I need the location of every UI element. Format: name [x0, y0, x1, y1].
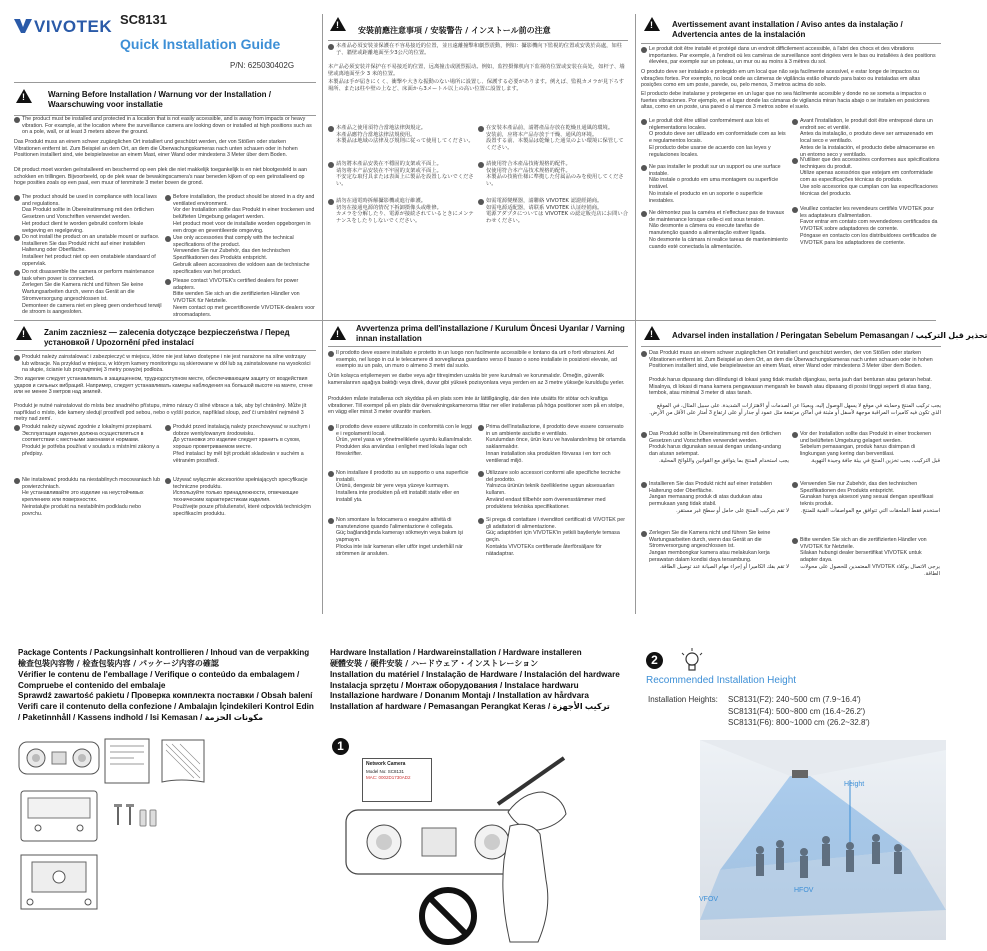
c4-zh: 在安裝本產品前，請將產品存放在乾燥且通風的環境。 — [486, 125, 614, 131]
i5-tr: Yalnızca ürünün teknik özelliklerine uygun aksesuarları kullanın. — [486, 483, 615, 497]
installation-heights-block — [648, 694, 870, 729]
r3-ru: До установки это изделие следует хранить в сухом, хорошо проветриваемом месте. — [173, 437, 301, 451]
d6-ar: يرجى الاتصال بوكلاء VIVOTEK المعتمدين للحصول على محولات الطاقة. — [800, 563, 940, 577]
camera-image — [18, 738, 100, 781]
b3-nl: Demonteer de camera niet en pleeg geen onderhoud terwijl de stroom is aangesloten. — [22, 302, 162, 316]
vfov-label: VFOV — [699, 896, 719, 903]
warning-icon — [16, 326, 32, 340]
b4-de: Vor der Installation sollte das Produkt in einer trockenen und belüfteten Umgebung gelagert werden. — [173, 207, 315, 221]
r2-ru: Не устанавливайте это изделие на неустойчивых креплениях или поверхностях. — [22, 490, 144, 504]
para-sv-1: Produkten måste installeras och skyddas på en plats som inte är lättillgänglig, där den inte utsätts för stötar och kraftiga vibrationer. Till exempel på en plats där övervakningskamerorna tittar ner eller installeras på höga positioner som på en stolpe, en vägg eller minst 3 meter ovanför marken. — [328, 396, 624, 416]
hardware-line-4: Instalacja sprzętu / Монтаж оборудования / Instalace hardwaru — [330, 680, 579, 690]
i3-it: Non smontare la fotocamera o eseguire attività di manutenzione quando l'alimentazione è collegata. — [336, 517, 454, 530]
model-number: SC8131 — [120, 12, 167, 27]
bullet-icon — [641, 119, 647, 125]
bullet-icon — [792, 432, 798, 438]
i2-it: Non installare il prodotto su un supporto o una superficie instabili. — [336, 470, 469, 483]
para-cjk-3: 本製品は手が届きにくく、衝撃や大きな振動のない場所に設置し、保護する必要があります。例えば、監視カメラが見下ろす場所、または柱や壁の上など、床面から3メートル以上の高い位置に設置します。 — [328, 79, 625, 92]
bullet-icon — [165, 279, 171, 285]
i4-it: Prima dell'installazione, il prodotto deve essere conservato in un ambiente asciutto e ventilato. — [486, 424, 624, 437]
b5-nl: Gebruik alleen accessoires die voldoen aan de technische specificaties van het product. — [173, 261, 310, 275]
b1-en: The product should be used in compliance with local laws and regulations. — [22, 194, 157, 207]
d1-id: Produk harus digunakan sesuai dengan undang-undang dan aturan setempat. — [649, 444, 781, 458]
r1-cz: Produkt je potřeba používat v souladu s místními zákony a předpisy. — [22, 444, 160, 457]
bullet-icon — [14, 195, 20, 201]
divider — [328, 346, 628, 347]
hardware-installation-header — [330, 648, 630, 713]
d4-id: Sebelum pemasangan, produk harus disimpan di lingkungan yang kering dan berventilasi. — [800, 444, 916, 458]
package-contents-header — [18, 648, 318, 724]
install-heights-label: Installation Heights: — [648, 695, 718, 704]
bullet-icon — [328, 518, 334, 524]
f2-pt: Não instale o produto em uma montagem ou superfície instável. — [649, 177, 779, 191]
para-en-1: The product must be installed and protected in a location that is not easily accessible, and is away from impacts or heavy vibration. For example, at the location where the surveillance camera are looking down or installed at high positions such as on a pole, wall, or at least 3 meters above the ground. — [22, 116, 312, 136]
height-f6: SC8131(F6): 800~1000 cm (26.2~32.8') — [728, 718, 870, 728]
bullet-icon — [792, 119, 798, 125]
bullet-icon — [14, 235, 20, 241]
b3-en: Do not disassemble the camera or perform maintenance task when power is connected. — [22, 269, 155, 282]
column-divider — [635, 14, 636, 614]
b2-de: Installieren Sie das Produkt nicht auf einer instabilen Halterung oder Oberfläche. — [22, 240, 146, 254]
divider — [14, 82, 316, 83]
section-title-en: Warning Before Installation / Warnung vor der Installation / Waarschuwing voor installatie — [48, 90, 271, 109]
d3-da: Zerlegen Sie die Kamera nicht und führen Sie keine Wartungsarbeiten durch, wenn das Gerät an die Stromversorgung angeschlossen ist. — [649, 530, 771, 550]
hfov-label: HFOV — [794, 887, 814, 894]
r4-ru: Используйте только принадлежности, отвечающие техническим характеристикам изделия. — [173, 490, 299, 504]
brand-name: VIVOTEK — [34, 17, 113, 36]
bullet-icon — [165, 478, 171, 484]
i1-sv: Produkten ska användas i enlighet med lokala lagar och föreskrifter. — [336, 444, 468, 457]
step-2-badge: 2 — [646, 652, 663, 669]
c2-cn: 请勿将本产品安装在不牢固的支架或平面上。 — [336, 167, 442, 174]
c1-jp: 本製品は地域の法律及び規則に従って使用してください。 — [336, 138, 474, 145]
c2-jp: 不安定な取付具または表面上に製品を設置しないでください。 — [336, 174, 474, 188]
section-title-it: Avvertenza prima dell'installazione / Kurulum Öncesi Uyarılar / Varning innan installation — [356, 324, 625, 343]
para-cz-1: Produkt je nutné nainstalovat do místa bez snadného přístupu, mimo nárazy či silné vibrace a tak, aby byl chráněný. Může jít například o místo, kde kamery sledují prostředí pod sebou, nebo o vyšší pozice, například sloup, zeď či umístění nejméně 3 metry nad zemí. — [14, 403, 307, 423]
d2-da: Installieren Sie das Produkt nicht auf einer instabilen Halterung oder Oberfläche. — [649, 481, 773, 494]
f5-pt: Utilize apenas acessórios que estejam em conformidade com as especificações técnicas do produto. — [800, 170, 933, 184]
r3-cz: Před instalací by měl být produkt skladován v suchém a větraném prostředí. — [173, 450, 304, 464]
f5-es: Use solo accesorios que cumplan con las especificaciones técnicas del producto. — [800, 183, 938, 197]
d5-da: Verwenden Sie nur Zubehör, das den technischen Spezifikationen des Produkts entspricht. — [800, 481, 918, 494]
divider — [641, 346, 941, 347]
bullet-icon — [165, 236, 171, 242]
warning-icon — [330, 326, 346, 340]
c2-zh: 請勿將本產品安裝在不穩固的支架或平面上。 — [336, 161, 442, 167]
r2-pl: Nie instalować produktu na niestabilnych mocowaniach lub powierzchniach. — [22, 477, 161, 490]
hardware-line-2: 硬體安裝 / 硬件安装 / ハードウェア・インストレーション — [330, 658, 539, 668]
hardware-line-5: Installazione hardware / Donanım Montajı / Installation av hårdvara — [330, 691, 589, 701]
i2-sv: Installera inte produkten på ett instabilt stativ eller en instabil yta. — [336, 490, 460, 503]
section-title-id: Advarsel inden installation / Peringatan Sebelum Pemasangan / تحذير قبل التركيب — [672, 331, 987, 340]
quick-guide-image — [104, 738, 150, 787]
para-tr-1: Ürün kolayca erişilemeyen ve darbe veya ağır titreşimden uzakta bir yere kurulmalı ve korunmalıdır. Örneğin, güvenlik kameralarının aşağıya baktığı veya direk, duvar gibi yüksek pozisyonlara veya yerden en az 3 metre yükseğe kurulduğu yerler. — [328, 373, 625, 386]
b6-de: Bitte wenden Sie sich an die zertifizierten Händler von VIVOTEK für Netzteile. — [173, 291, 300, 305]
height-f4: SC8131(F4): 500~800 cm (16.4~26.2') — [728, 706, 866, 716]
f6-fr: Veuillez contacter les revendeurs certifiés VIVOTEK pour les adaptateurs d'alimentation. — [800, 206, 934, 219]
c3-jp: カメラを分解したり、電源が接続されているときにメンテナンスをしたりしないでください。 — [336, 211, 474, 225]
f2-es: No instale el producto en un soporte o superficie inestables. — [649, 190, 763, 204]
c5-jp: 本製品の技術仕様に準拠した付属品のみを使用してください。 — [486, 174, 624, 188]
package-line-5: Verifi care il contenuto della confezione / Ambalajın İçindekileri Kontrol Edin / Paketinnhåll / Kassens indhold / Isi Kemasan / مكونات الحزمة — [18, 702, 314, 723]
r3-pl: Produkt przed instalacją należy przechowywać w suchym i dobrze wentylowanym środowisku. — [173, 424, 311, 437]
b2-en: Do not install the product on an unstable mount or surface. — [22, 234, 160, 240]
height-label: Height — [844, 781, 865, 788]
bullet-icon — [641, 432, 647, 438]
i2-tr: Ürünü, dengesiz bir yere veya yüzeye kurmayın. — [336, 483, 450, 490]
d1-ar: يجب استخدام المنتج بما يتوافق مع القوانين واللوائح المحلية. — [659, 457, 789, 464]
f4-fr: Avant l'installation, le produit doit être entreposé dans un endroit sec et ventilé. — [800, 118, 933, 131]
para-pl-1: Produkt należy zainstalować i zabezpieczyć w miejscu, które nie jest łatwo dostępne i nie jest narażone na silne wstrząsy lub wibracje. Na przykład w miejscu, w którym kamery monitoringu są skierowane w dół lub są zainstalowane na wysokości na słupie, ścianie lub przynajmniej 3 metry powyżej podłoża. — [22, 354, 311, 374]
lightbulb-icon — [680, 648, 704, 677]
bullet-icon — [14, 425, 20, 431]
c4-cn: 安装前，应将本产品存放于干燥、通风的环境。 — [486, 131, 598, 138]
bullet-icon — [792, 482, 798, 488]
para-da-1: Das Produkt muss an einem schwer zugänglichen Ort installiert und geschützt werden, der von Stößen oder starken Vibrationen entfernt ist. Zum Beispiel an dem Ort, an dem die Überwachungskameras nach unten schauen oder in hohen Positionen installiert sind, wie beispielsweise an einem Mast, einer Wand oder mindestens 3 Meter über dem Boden. — [649, 350, 933, 370]
i5-sv: Använd endast tillbehör som överensstämmer med produktens tekniska specifikationer. — [486, 496, 606, 510]
d6-id: Silakan hubungi dealer bersertifikat VIVOTEK untuk adapter daya. — [800, 550, 922, 564]
d2-ar: لا تقم بتركيب المنتج على حامل أو سطح غير مستقر. — [676, 507, 789, 514]
para-es-1: El producto debe instalarse y protegerse en un lugar que no sea fácilmente accesible y donde no se someta a impactos o fuertes vibraciones. Por ejemplo, en el lugar donde las cámaras de vigilancia miran hacia abajo o se instalen en posiciones altas, como en un poste, una pared o al menos 3 metros sobre el suelo. — [641, 91, 930, 111]
i4-tr: Kurulumdan önce, ürün kuru ve havalandırılmış bir ortamda saklanmalıdır. — [486, 437, 626, 451]
row-divider — [14, 320, 936, 321]
para-ru-1: Это изделие следует устанавливать в защищенном, труднодоступном месте, обеспечивающем защиту от воздействия ударов и сильных вибраций. Например, следует устанавливать камеры наблюдения на большой высоте на мачте, стене или не менее 3 метров над землей. — [14, 376, 313, 396]
recommended-height-title: Recommended Installation Height — [646, 675, 797, 686]
bullet-icon — [641, 531, 647, 537]
bullet-icon — [165, 425, 171, 431]
bullet-icon — [478, 126, 484, 132]
label-title: Network Camera — [366, 761, 406, 767]
b3-de: Zerlegen Sie die Kamera nicht und führen Sie keine Wartungsarbeiten durch, wenn das Gerät an die Stromversorgung angeschlossen ist. — [22, 282, 144, 302]
height-f2: SC8131(F2): 240~500 cm (7.9~16.4') — [728, 695, 861, 704]
d5-id: Gunakan hanya aksesori yang sesuai dengan spesifikasi teknis produk. — [800, 494, 934, 508]
warning-icon — [16, 89, 32, 103]
r1-ru: Эксплуатация изделия должна осуществляться в соответствии с местными законами и нормами. — [22, 430, 144, 444]
bullet-icon — [14, 478, 20, 484]
bullet-icon — [14, 355, 20, 361]
f3-pt: Não desmonte a câmera ou execute tarefas de manutenção quando a alimentação estiver ligada. — [649, 223, 766, 237]
section-title-cjk: 安裝前應注意事項 / 安装警告 / インストール前の注意 — [358, 26, 551, 35]
bullet-icon — [792, 207, 798, 213]
bullet-icon — [792, 158, 798, 164]
bullet-icon — [641, 165, 647, 171]
c3-zh: 請勿在通電時拆解攝影機或進行維護。 — [336, 198, 427, 204]
column-divider — [322, 14, 323, 614]
bullet-icon — [478, 471, 484, 477]
c6-jp: 電源アダプタについては VIVOTEK の認定販売店にお問い合わせください。 — [486, 211, 628, 225]
i1-it: Il prodotto deve essere utilizzato in conformità con le leggi e i regolamenti locali. — [336, 424, 473, 437]
bracket-image — [18, 788, 100, 847]
hardware-line-6: Installation af hardware / Pemasangan Perangkat Keras / تركيب الأجهزة — [330, 702, 610, 712]
f5-fr: N'utiliser que des accessoires conformes aux spécifications techniques du produit. — [800, 157, 940, 170]
bullet-icon — [478, 518, 484, 524]
hardware-line-1: Hardware Installation / Hardwareinstallation / Hardware installeren — [330, 648, 582, 657]
i5-it: Utilizzare solo accessori conformi alle specifiche tecniche del prodotto. — [486, 470, 621, 483]
d4-ar: قبل التركيب، يجب تخزين المنتج في بيئة جافة وجيدة التهوية. — [810, 457, 940, 464]
warning-icon — [644, 326, 660, 340]
mount-plate-image — [18, 852, 100, 915]
c6-zh: 如需電源變壓器，請聯絡 VIVOTEK 認證經銷商。 — [486, 198, 603, 204]
package-line-4: Sprawdź zawartość pakietu / Проверка комплекта поставки / Obsah balení — [18, 691, 313, 701]
f4-es: Antes de la instalación, el producto debe almacenarse en un entorno seco y ventilado. — [800, 144, 935, 158]
package-line-3: Vérifier le contenu de l'emballage / Verifique o conteúdo da embalagem / Compruebe el contenido del embalaje — [18, 669, 300, 690]
i3-sv: Plocka inte isär kameran eller utför inget underhåll när strömmen är ansluten. — [336, 543, 463, 557]
b4-en: Before installation, the product should be stored in a dry and ventilated environment. — [173, 194, 315, 207]
c5-cn: 仅使用符合本产品技术规格的配件。 — [486, 167, 571, 174]
para-it-1: Il prodotto deve essere installato e protetto in un luogo non facilmente accessibile e lontano da urti o forti vibrazioni. Ad esempio, nel luogo in cui le telecamere di sorveglianza guardano verso il basso o sono installate in posizioni elevate, ad esempio su un palo, un muro o almeno 3 metri dal suolo. — [336, 350, 617, 370]
label-model: Model No: SC8131 — [366, 769, 405, 775]
para-pt-1: O produto deve ser instalado e protegido em um local que não seja facilmente acessível, e estar longe de impactos ou vibrações fortes. Por exemplo, no local onde as câmeras de vigilância estão olhando para baixo ou instaladas em altas posições como em um poste, parede, ou, pelo menos, 3 metros acima do solo. — [641, 69, 921, 89]
para-ar-1: يجب تركيب المنتج وحمايته في موقع لا يسهل الوصول إليه، وبعيدًا عن الصدمات أو الاهتزازات الشديدة. على سبيل المثال، في الموقع الذي تكون فيه كاميرات المراقبة موجهة لأسفل أو مثبتة في أماكن مرتفعة مثل عمود أو جدار أو على ارتفاع 3 أمتار على الأقل من الأرض. — [649, 403, 941, 416]
d4-da: Vor der Installation sollte das Produkt in einer trockenen und belüfteten Umgebung gelagert werden. — [800, 431, 932, 444]
c6-cn: 如需电源适配器，请联系 VIVOTEK 认证经销商。 — [486, 204, 603, 211]
divider — [14, 350, 316, 351]
bullet-icon — [165, 195, 171, 201]
d3-id: Jangan membongkar kamera atau melakukan kerja perawatan dalam kondisi daya tersambung. — [649, 550, 770, 563]
para-de-1: Das Produkt muss an einem schwer zugänglichen Ort installiert und geschützt werden, der von Stößen oder starken Vibrationen entfernt ist. Zum Beispiel an dem Ort, an dem die Überwachungskameras nach unten schauen oder in hohen Positionen installiert sind, wie beispielsweise an einem Mast, einer Wand oder mindestens 3 Meter über dem Boden. — [14, 139, 298, 159]
divider — [641, 43, 941, 44]
warning-icon — [644, 17, 660, 31]
f2-fr: Ne pas installer le produit sur un support ou une surface instable. — [649, 164, 781, 177]
bullet-icon — [328, 44, 334, 50]
i6-sv: Kontakta VIVOTEKs certifierade återförsäljare för nätadaptrar. — [486, 543, 602, 557]
c1-zh: 本產品之使用須符合當地法律與規定。 — [336, 125, 427, 131]
f4-pt: Antes da instalação, o produto deve ser armazenado em local seco e ventilado. — [800, 131, 934, 145]
hardware-line-3: Installation du matériel / Instalação de Hardware / Instalación del hardware — [330, 669, 620, 679]
section-title-fr: Avertissement avant installation / Aviso antes da instalação / Advertencia antes de la instalación — [672, 20, 903, 39]
para-cjk-2: 本产品必须安装并保护在不易接近的位置，远离撞击或剧烈振动。例如，监控摄像机向下监视的位置或安装在高处，如杆子、墙壁或离地面至少 3 米的位置。 — [328, 64, 625, 77]
warning-icon — [330, 17, 346, 31]
d2-id: Jangan memasang produk di atas dudukan atau permukaan yang tidak stabil. — [649, 494, 763, 508]
bullet-icon — [328, 162, 334, 168]
vivotek-mark-icon — [14, 17, 32, 31]
r2-cz: Neinstalujte produkt na nestabilním podkladu nebo povrchu. — [22, 503, 141, 517]
c3-cn: 切勿在接通电源的情况下拆卸摄像头或维修。 — [336, 204, 442, 211]
bullet-icon — [328, 126, 334, 132]
screws-image — [112, 800, 160, 833]
f1-fr: Le produit doit être utilisé conformément aux lois et réglementations locales. — [649, 118, 769, 131]
r4-cz: Používejte pouze příslušenství, které odpovídá technickým specifikacím produktu. — [173, 503, 311, 517]
r1-pl: Produkt należy używać zgodnie z lokalnymi przepisami. — [22, 424, 153, 430]
r4-pl: Używać wyłącznie akcesoriów spełniających specyfikacje techniczne produktu. — [173, 477, 308, 490]
i1-tr: Ürün, yerel yasa ve yönetmeliklerle uyumlu kullanılmalıdır. — [336, 437, 473, 444]
b4-nl: Het product moet voor de installatie worden opgeborgen in een droge en geventileerde omgeving. — [173, 220, 311, 234]
part-number: P/N: 625030402G — [230, 61, 295, 70]
d6-da: Bitte wenden Sie sich an die zertifizierten Händler von VIVOTEK für Netzteile. — [800, 537, 927, 550]
b1-de: Das Produkt sollte in Übereinstimmung mit den örtlichen Gesetzen und Vorschriften verwendet werden. — [22, 207, 154, 221]
guide-title: Quick Installation Guide — [120, 36, 281, 52]
bullet-icon — [641, 482, 647, 488]
bullet-icon — [641, 211, 647, 217]
i6-it: Si prega di contattare i rivenditori certificati di VIVOTEK per gli adattatori di alimentazione. — [486, 517, 625, 530]
i6-tr: Güç adaptörleri için VIVOTEK'in yetkili bayileriyle temasa geçin. — [486, 530, 620, 544]
bullet-icon — [478, 425, 484, 431]
bullet-icon — [792, 538, 798, 544]
f6-pt: Favor entrar em contato com revendedores certificados da VIVOTEK sobre adaptadores de corrente. — [800, 219, 938, 233]
label-mac: MAC: 0002D1730AD2 — [366, 774, 411, 780]
d5-ar: استخدم فقط الملحقات التي تتوافق مع المواصفات الفنية للمنتج. — [800, 507, 940, 514]
f3-es: No desmonte la cámara ni realice tareas de mantenimiento cuando esté conectada la alimentación. — [649, 236, 788, 250]
b6-en: Please contact VIVOTEK's certified dealers for power adapters. — [173, 278, 299, 291]
f6-es: Póngase en contacto con los distribuidores certificados de VIVOTEK para los adaptadores de corriente. — [800, 232, 937, 246]
f1-es: El producto debe usarse de acuerdo con las leyes y regulaciones locales. — [649, 144, 771, 158]
bullet-icon — [478, 199, 484, 205]
divider — [328, 40, 628, 41]
i4-sv: Innan installation ska produkten förvaras i en torr och ventilerad miljö. — [486, 450, 611, 464]
bullet-icon — [328, 425, 334, 431]
mac-label — [362, 758, 432, 802]
b2-nl: Installeer het product niet op een onstabiele standaard of oppervlak. — [22, 254, 156, 267]
package-line-1: Package Contents / Packungsinhalt kontrollieren / Inhoud van de verpakking — [18, 648, 310, 657]
f3-fr: Ne démontez pas la caméra et n'effectuez pas de travaux de maintenance lorsque celle-ci est sous tension. — [649, 210, 785, 223]
package-line-2: 檢查包裝內容物 / 检查包装内容 / パッケージ内容の確認 — [18, 658, 219, 668]
bullet-icon — [641, 47, 647, 53]
para-nl-1: Dit product moet worden geïnstalleerd en beschermd op een plek die niet makkelijk toegankelijk is en niet blootgesteld is aan schokken en trillingen. Bijvoorbeeld, op de plek waar de bewakingscamera's naar beneden kijken of op een geïnstalleerd op hoge posities zoals op een paal, een muur of tenminste 3 meter boven de grond. — [14, 167, 307, 187]
i3-tr: Güç bağlandığında kamerayı sökmeyin veya bakım işi yapmayın. — [336, 530, 463, 544]
c5-zh: 請使用符合本產品技術規格的配件。 — [486, 161, 571, 167]
bullet-icon — [14, 270, 20, 276]
f1-pt: O produto deve ser utilizado em conformidade com as leis e regulamentos locais. — [649, 131, 786, 145]
section-title-pl: Zanim zaczniesz — zalecenia dotyczące bezpieczeństwa / Перед установкой / Upozornění před instalací — [44, 328, 290, 347]
b6-nl: Neem contact op met gecertificeerde VIVOTEK-dealers voor stroomadapters. — [173, 304, 315, 318]
bullet-icon — [328, 351, 334, 357]
b5-en: Use only accessories that comply with the technical specifications of the product. — [173, 235, 294, 248]
bullet-icon — [328, 471, 334, 477]
d1-da: Das Produkt sollte in Übereinstimmung mit den örtlichen Gesetzen und Vorschriften verwendet werden. — [649, 431, 781, 444]
para-id-1: Produk harus dipasang dan dilindungi di lokasi yang tidak mudah dijangkau, serta jauh dari benturan atau getaran hebat. Misalnya, di lokasi di mana kamera pengawasan mengarah ke bawah atau dipasang di posisi tinggi seperti di atas tiang, tembok, atau minimal 3 meter di atas tanah. — [649, 377, 932, 397]
bullet-icon — [328, 199, 334, 205]
bullet-icon — [641, 351, 647, 357]
step-1-badge: 1 — [332, 738, 349, 755]
height-diagram — [700, 740, 946, 943]
c1-cn: 本產品應符合當地法律法規使用。 — [336, 131, 416, 138]
c4-jp: 設置する前、本製品は乾燥した通気のよい環境に保管してください。 — [486, 138, 624, 152]
d3-ar: لا تقم بفك الكاميرا أو إجراء مهام الصيانة عند توصيل الطاقة. — [659, 563, 789, 570]
bullet-icon — [14, 117, 20, 123]
para-cjk-1: 本產品必須安裝並保護在不容易接近的位置，並且遠離撞擊和劇烈震動，例如：攝影機向下監視的位置或安裝於高處，如柱子、牆壁或距離地面至少3公尺的位置。 — [336, 43, 623, 56]
alignment-sticker-image — [160, 738, 206, 787]
para-fr-1: Le produit doit être installé et protégé dans un endroit difficilement accessible, à l'abri des chocs et des vibrations importantes. Par exemple, à l'endroit où les caméras de surveillance sont dirigées vers le bas ou installées à des positions élevées, par exemple sur un poteau, un mur ou au moins à 3 mètres du sol. — [649, 46, 936, 66]
bullet-icon — [478, 162, 484, 168]
vivotek-logo — [14, 16, 112, 37]
b1-nl: Het product dient te worden gebruikt conform lokale wetgeving en regelgeving. — [22, 220, 144, 234]
b5-de: Verwenden Sie nur Zubehör, das den technischen Spezifikationen des Produkts entspricht. — [173, 248, 291, 262]
hand-image — [490, 820, 570, 948]
